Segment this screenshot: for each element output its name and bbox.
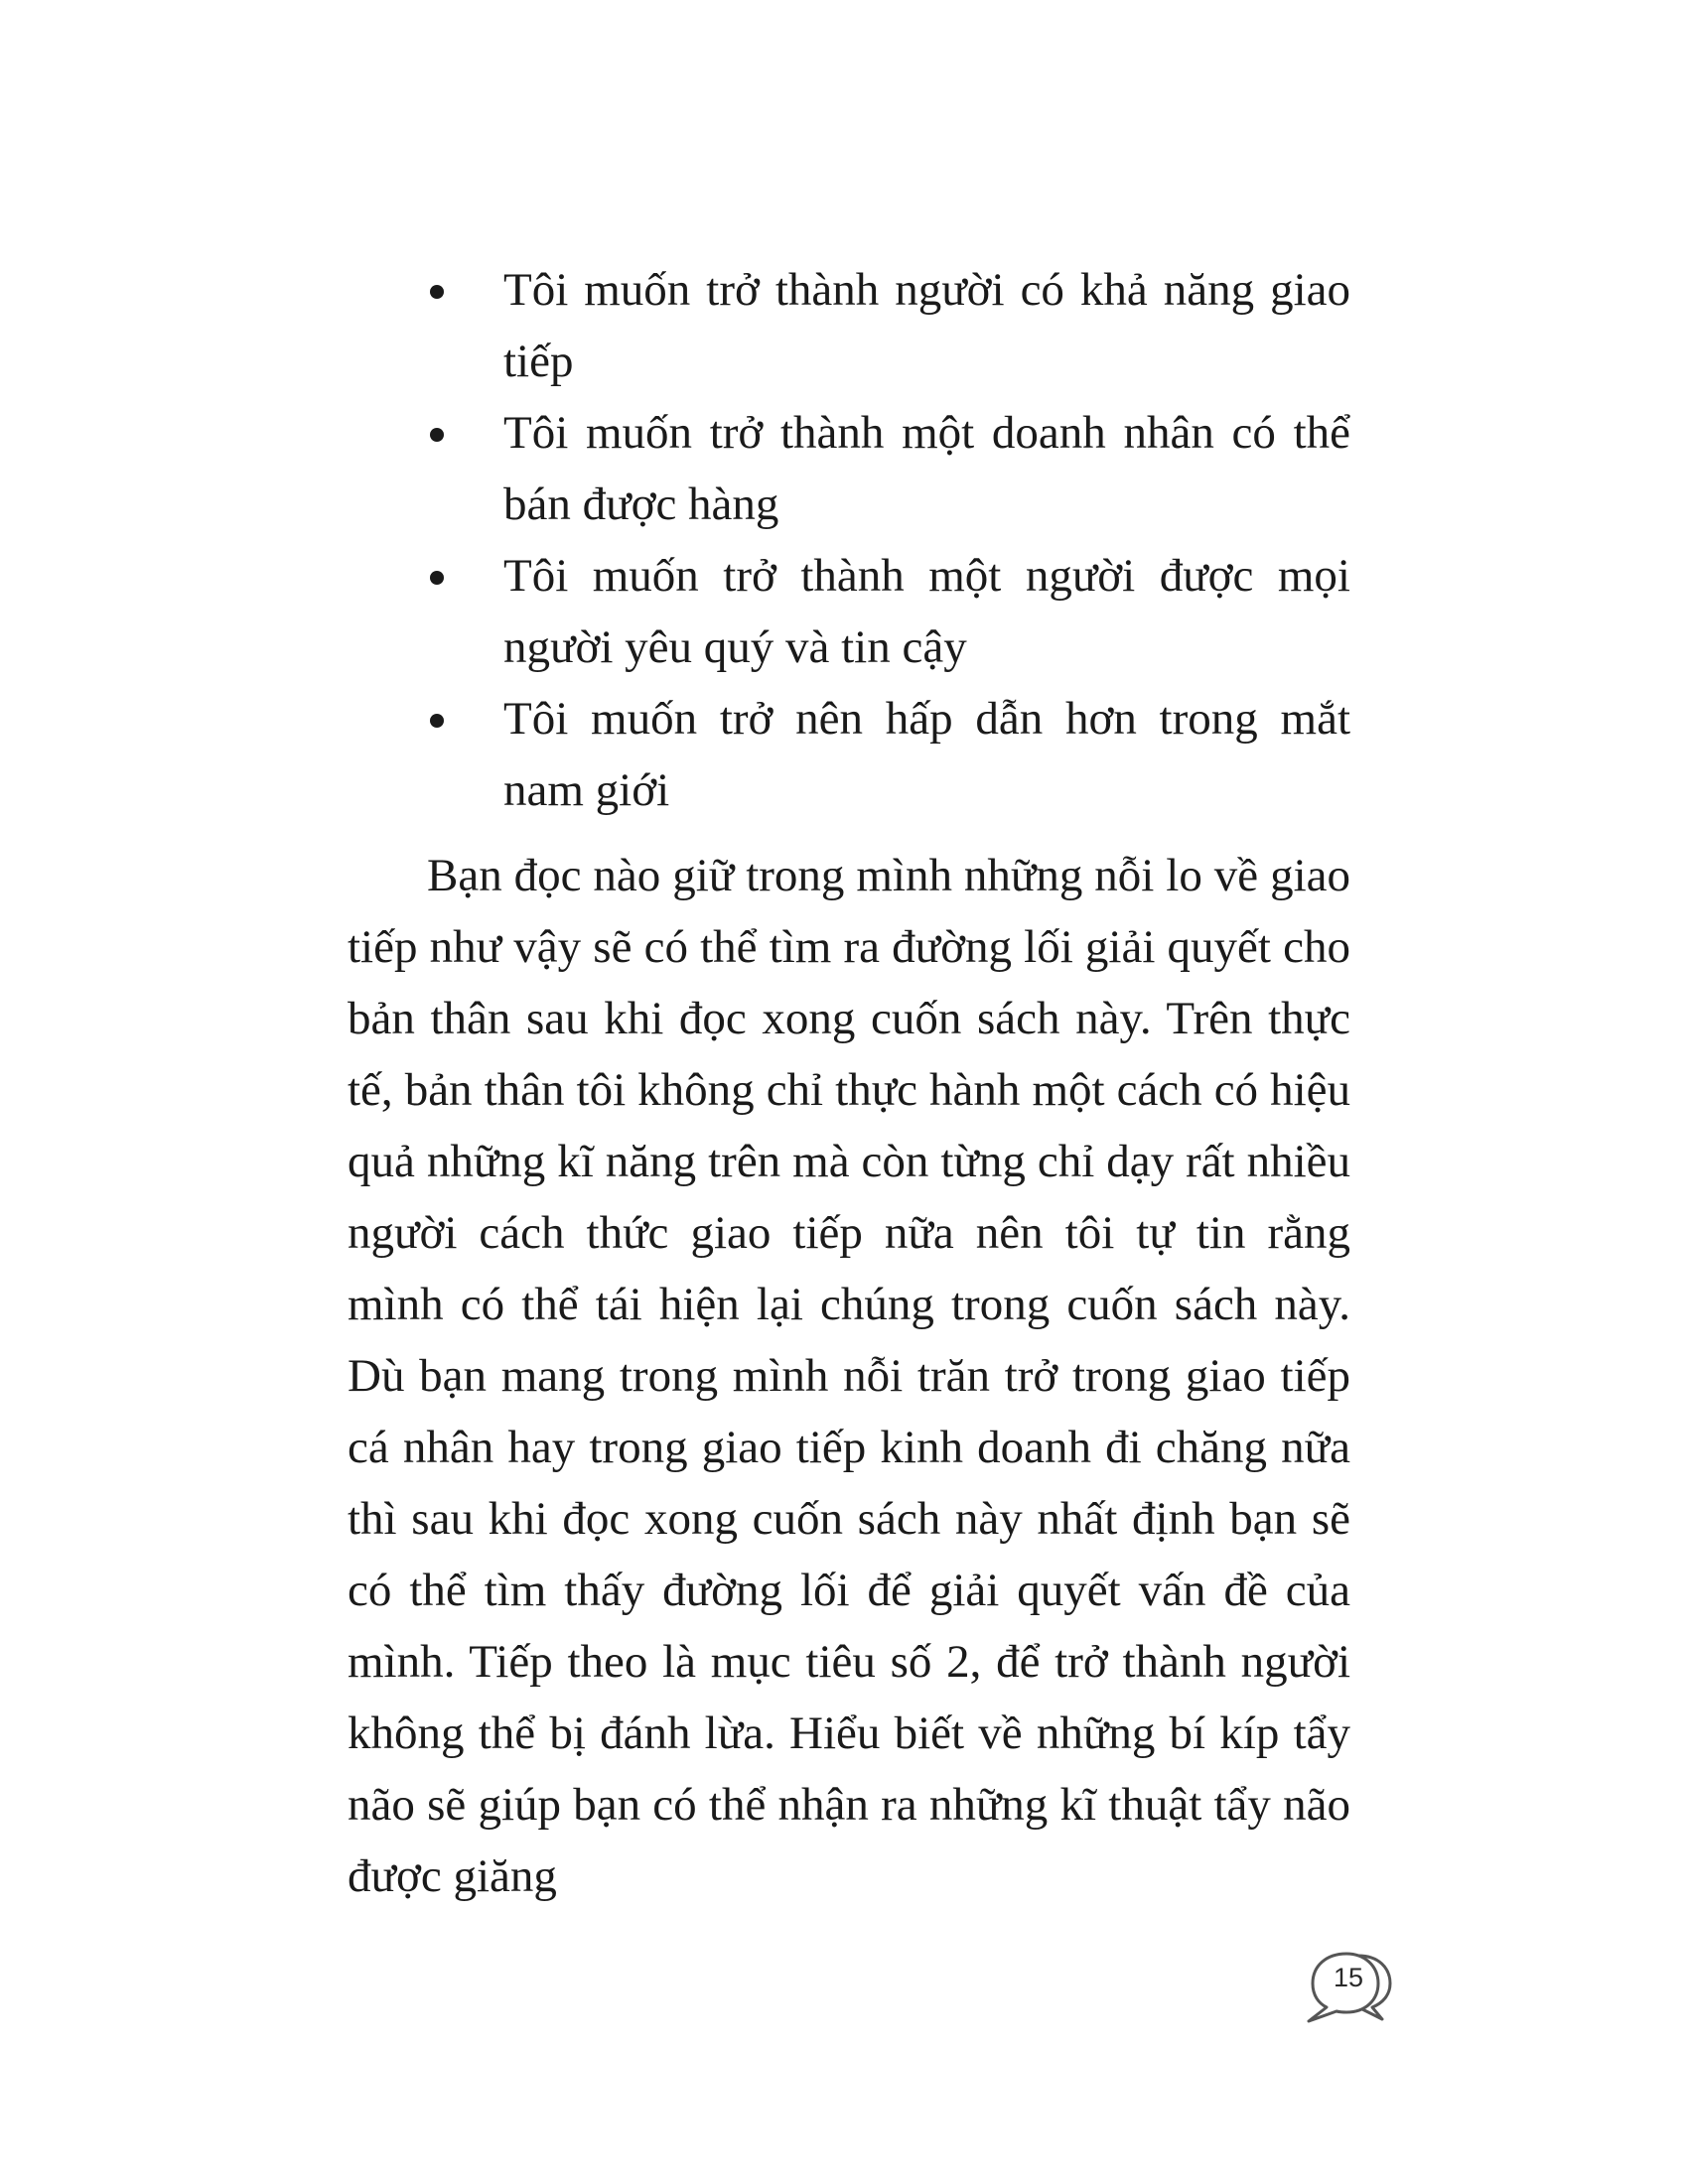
goal-list	[348, 254, 1350, 826]
list-item-text: Tôi muốn trở nên hấp dẫn hơn trong mắt nam giới	[503, 693, 1350, 816]
list-item	[348, 540, 1350, 683]
page-number: 15	[1333, 1963, 1364, 1992]
page-number-badge	[1299, 1946, 1394, 2031]
body-paragraph: Bạn đọc nào giữ trong mình những nỗi lo về giao tiếp như vậy sẽ có thể tìm ra đường lối giải quyết cho bản thân sau khi đọc xong cuốn sách này. Trên thực tế, bản thân tôi không chỉ thực hành một cách có hiệu quả những kĩ năng trên mà còn từng chỉ dạy rất nhiều người cách thức giao tiếp nữa nên tôi tự tin rằng mình có thể tái hiện lại chúng trong cuốn sách này. Dù bạn mang trong mình nỗi trăn trở trong giao tiếp cá nhân hay trong giao tiếp kinh doanh đi chăng nữa thì sau khi đọc xong cuốn sách này nhất định bạn sẽ có thể tìm thấy đường lối để giải quyết vấn đề của mình. Tiếp theo là mục tiêu số 2, để trở thành người không thể bị đánh lừa. Hiểu biết về những bí kíp tẩy não sẽ giúp bạn có thể nhận ra những kĩ thuật tẩy não được giăng	[348, 850, 1350, 1902]
list-item	[348, 683, 1350, 826]
bullet-icon	[430, 571, 444, 585]
list-item-text: Tôi muốn trở thành một doanh nhân có thể bán được hàng	[503, 407, 1350, 530]
list-item-text: Tôi muốn trở thành người có khả năng giao tiếp	[503, 264, 1350, 387]
list-item	[348, 254, 1350, 397]
list-item-text: Tôi muốn trở thành một người được mọi người yêu quý và tin cậy	[503, 550, 1350, 673]
list-item	[348, 397, 1350, 540]
page-body	[348, 254, 1350, 1912]
bullet-icon	[430, 714, 444, 728]
bullet-icon	[430, 285, 444, 299]
bullet-icon	[430, 428, 444, 442]
